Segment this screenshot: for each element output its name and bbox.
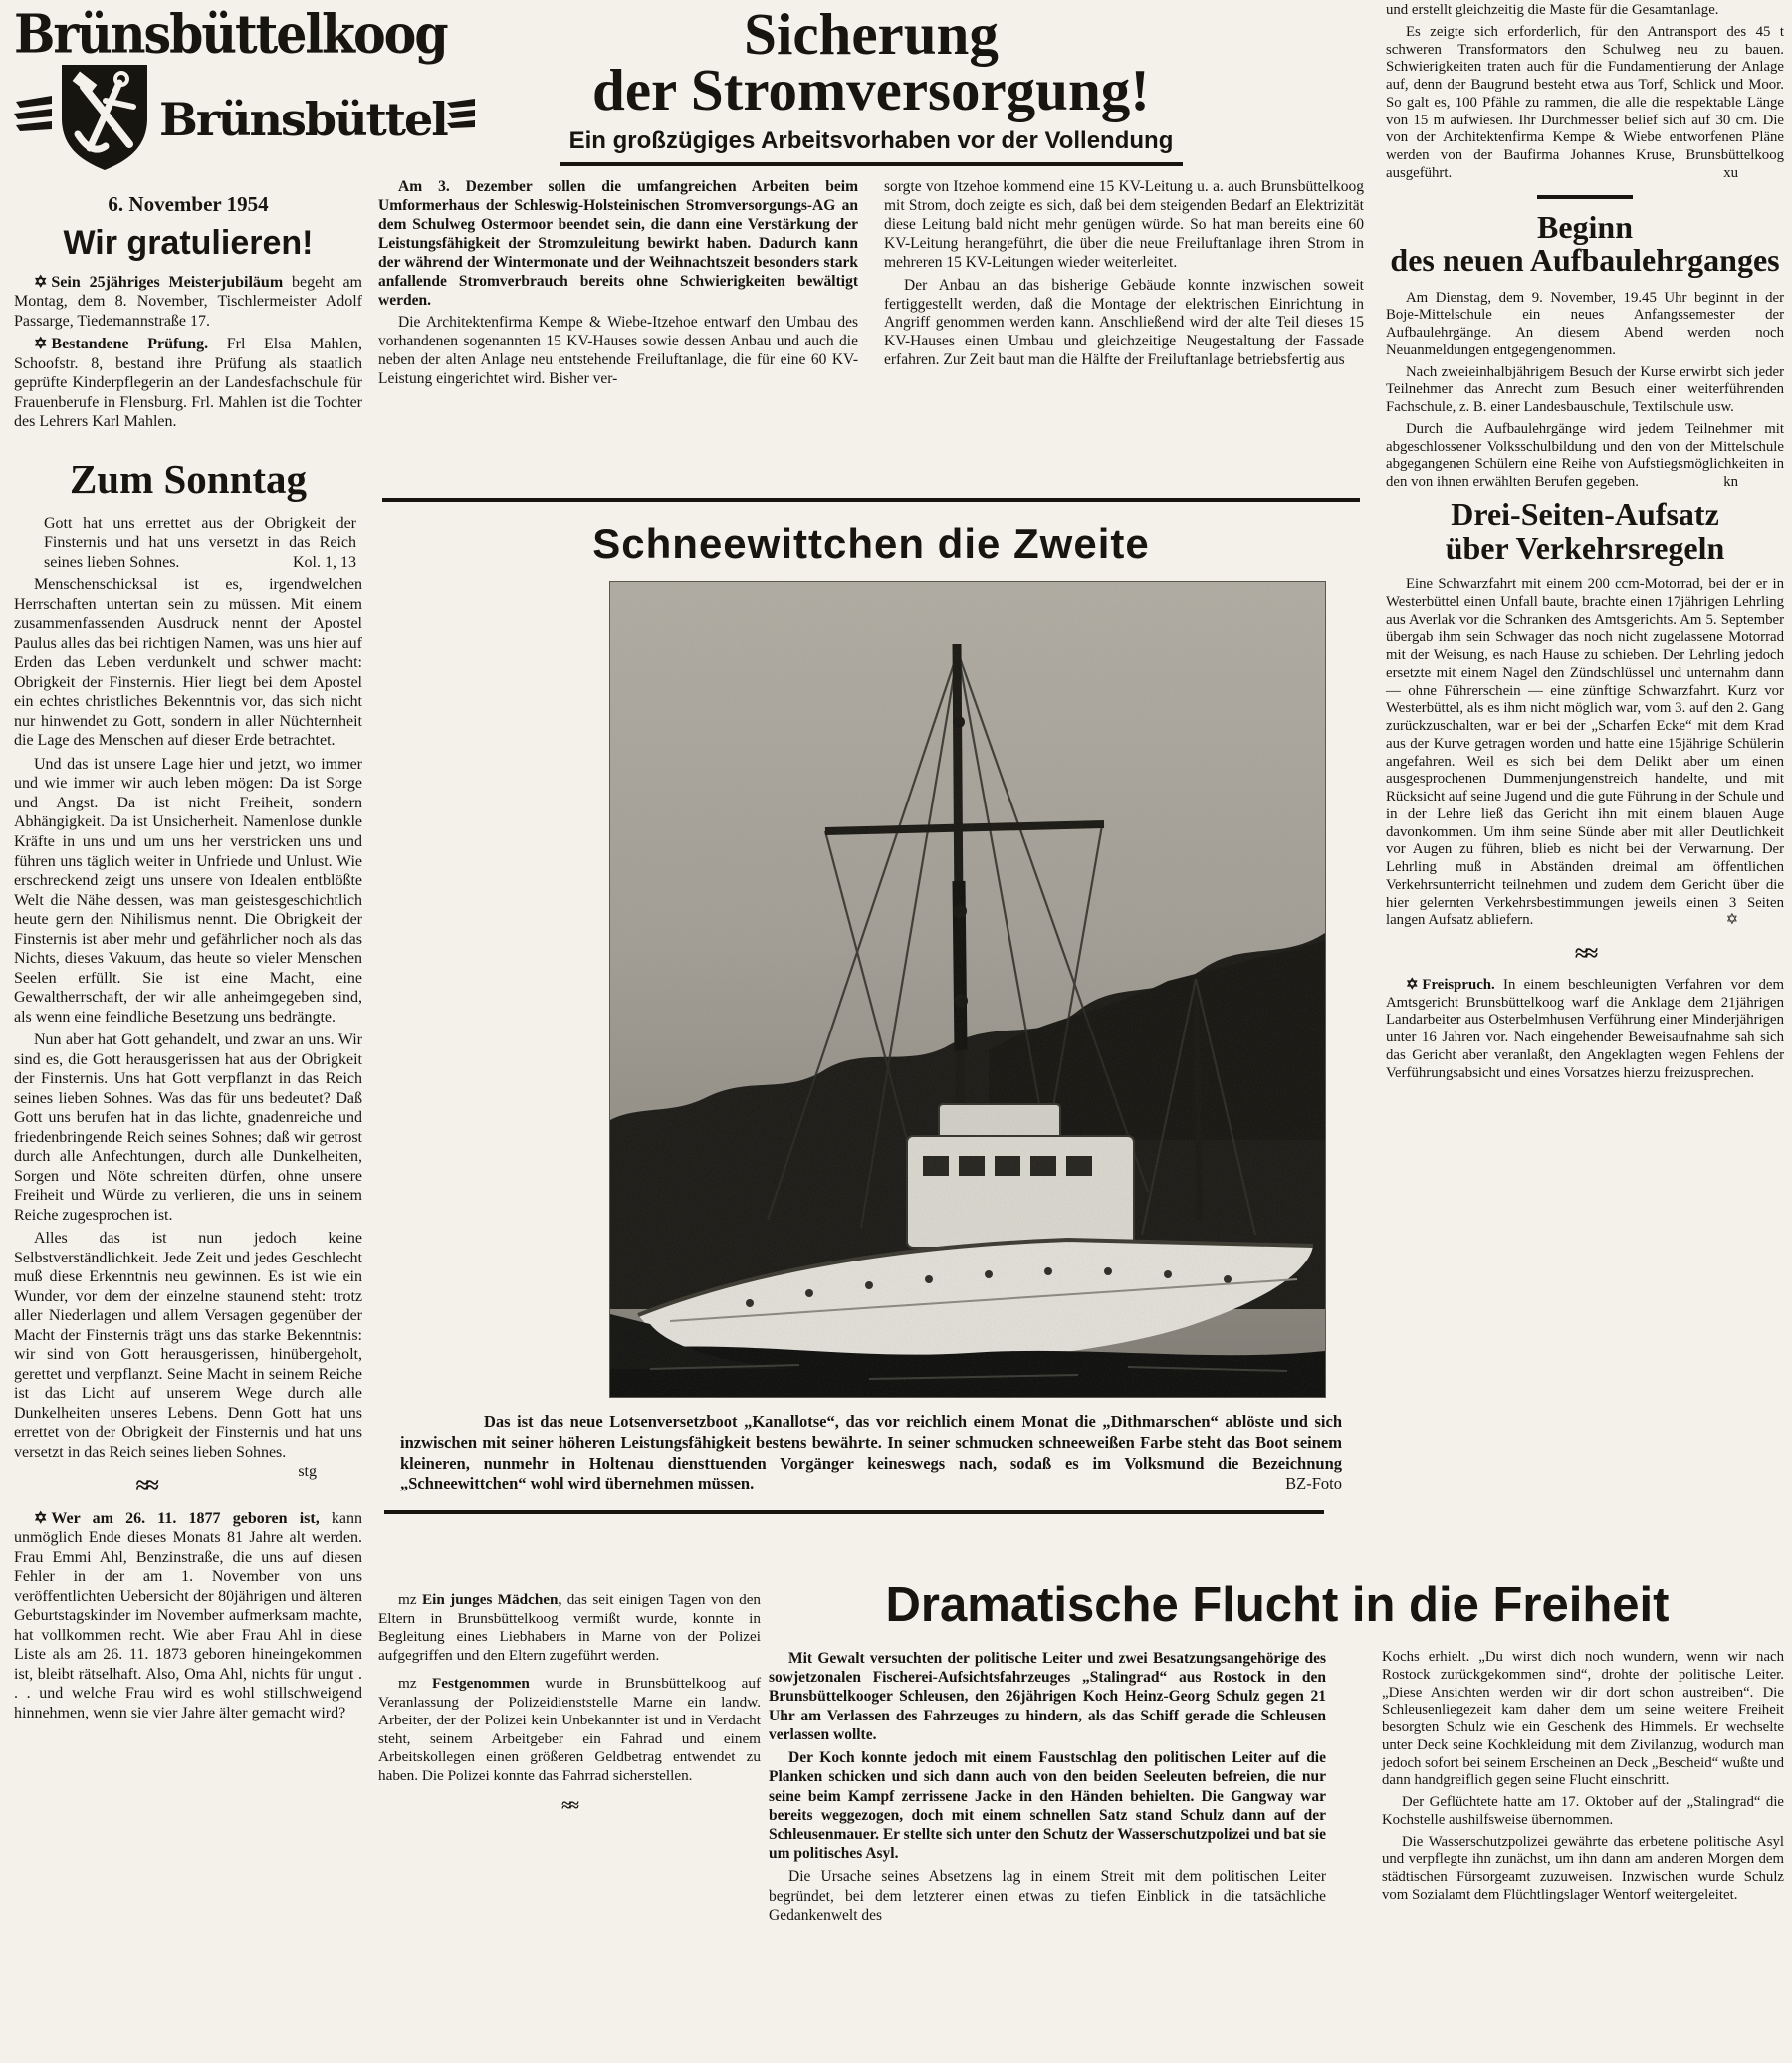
divider-rule — [382, 498, 1360, 502]
news-item — [378, 1675, 761, 1785]
main-article-continuation — [1386, 2, 1784, 183]
headline-line1: Beginn — [1536, 208, 1634, 245]
paragraph-text: Alles das ist nun jedoch keine Selbstverständlichkeit. Jede Zeit und jedes Geschlecht muß diese Erkenntnis neu gewinnen. Es ist wie ein Wunder, vor dem der einzelne staunend steht: trotz aller Niederlagen und allem Versagen gegenüber der Macht der Finsternis trägt uns das starke Bekenntnis: wir sind von Gott herausgerissen, hinübergeholt, gerettet und verpflanzt. Seine Macht in seinem Reiche ist das Licht auf unserem Wege durch alle Dunkelheiten unseres Lebens. Denn Gott hat uns errettet von der Obrigkeit der Finsternis und hat uns versetzt in das Reich seines lieben Sohnes. — [14, 1230, 362, 1461]
flucht-article — [769, 1577, 1786, 1929]
paragraph-text: Es zeigte sich erforderlich, für den Antransport des 45 t schweren Transformators den Schulweg neu zu bauen. Schwierigkeiten traten auch für die Fundamentierung der Anlage auf, denn der Baugrund besteht etwa aus Torf, Schlick und Moor. So galt es, 100 Pfähle zu rammen, die alle die respektable Länge von 15 m aufwiesen. Ihr Durchmesser belief sich auf 30 cm. Die von der Architektenfirma Kempe & Wiebe entworfenen Pläne werden von der Baufirma Johannes Kruse, Brunsbüttelkoog ausgeführt. — [1386, 23, 1784, 181]
left-column — [14, 2, 447, 1726]
section-gratulieren — [14, 223, 362, 432]
section-freispruch — [1386, 977, 1784, 1083]
caption-body: Das ist das neue Lotsenversetzboot „Kanallotse“, das vor reichlich einem Monat die „Dithmarschen“ ablöste und sich inzwischen mit seiner höheren Leistungsfähigkeit bestens bewährte. In seiner schmucken schneeweißen Farbe steht das Boot seinem kleineren, nunmehr in Holtenau diensttuenden Vorgänger keineswegs nach, sodaß es im Volksmund die Bezeichnung „Schneewittchen“ wohl wird übernehmen müssen. — [400, 1412, 1342, 1493]
body-paragraph: Nun aber hat Gott gehandelt, und zwar an uns. Wir sind es, die Gott herausgerissen hat aus der Obrigkeit der Finsternis. Uns hat Gott verpflanzt in das Reich seines lieben Sohnes. Was das für uns bedeutet? Daß Gott uns berufen hat in das lichte, gnadenreiche und friedenbringende Reich seines Sohnes; daß wir getrost durch alle Anfechtungen, durch alle Dunkelheiten, Sorgen und Nöte schreiten dürfen, ohne unsere Freiheit und Würde zu verlieren, die uns in seinem Reiche zugesprochen ist. — [14, 1032, 362, 1224]
headline-line2: der Stromversorgung! — [592, 57, 1150, 123]
body-paragraph: sorgte von Itzehoe kommend eine 15 KV-Leitung u. a. auch Brunsbüttelkoog mit Strom, doch zeigte es sich, daß bei dem steigenden Bedarf an Elektrizität diese Leitung bald nicht mehr genügen würde. So hat man bereits eine 60 KV-Leitung herangeführt, die über die neue Freiluftanlage ihren Strom in mehreren 15 KV-Leitungen wieder weiterleitet. — [884, 178, 1364, 271]
star-icon: ✡ — [34, 1509, 48, 1527]
divider-rule — [1537, 195, 1633, 199]
body-paragraph — [1386, 576, 1784, 930]
paragraph-text: Durch die Aufbaulehrgänge wird jedem Teilnehmer mit abgeschlossener Volksschulbildung und den von der Mittelschule abgegangenen Schülern eine Reihe von Aufstiegsmöglichkeiten in den von ihnen erwählten Berufen gegeben. — [1386, 420, 1784, 491]
item-text: Frl Elsa Mahlen, Schoofstr. 8, bestand ihre Prüfung als staatlich geprüfte Kinderpflegerin an der Landesfachschule für Frauenberufe in Flensburg. Frl. Mahlen ist die Tochter des Lehrers Karl Mahlen. — [14, 336, 362, 431]
lead-paragraph: Mit Gewalt versuchten der politische Leiter und zwei Besatzungsangehörige des sowjetzonalen Fischerei-Aufsichtsfahrzeuges „Stalingrad“ aus Rostock in den Brunsbüttelkooger Schleusen, den 26jährigen Koch Heinz-Georg Schulz gegen 21 Uhr am Verlassen des Fahrzeuges zu hindern, als das Schiff gerade die Schleusen verlassen wollte. — [769, 1650, 1326, 1743]
body-paragraph: Menschenschicksal ist es, irgendwelchen Herrschaften untertan sein zu müssen. Mit einem zusammenfassenden Ausdruck nennt der Apostel Paulus alles das bei richtigen Namen, was uns hier auf Erden das Leben verdunkelt und schwer macht: Obrigkeit der Finsternis. Hier liegt bei dem Apostel ein echtes christliches Bekenntnis vor, das sich nicht nur hinwendet zu Gott, sondern in aller Nüchternheit die Lage des Menschen auf dieser Erde betrachtet. — [14, 576, 362, 750]
item-lead: Festgenommen — [432, 1675, 530, 1693]
news-item — [14, 273, 362, 332]
section-verkehrsregeln — [1386, 495, 1784, 969]
item-text: wurde in Brunsbüttelkoog auf Veranlassung der Polizeidienststelle Marne ein landw. Arbeiter, der der Polizei kein Unbekannter ist und in Verdacht steht, seinem Arbeitgeber ein Fahrad und einem Arbeitskollegen einen größeren Geldbetrag entwendet zu haben. Die Polizei konnte das Fahrrad sicherstellen. — [378, 1675, 761, 1784]
body-paragraph — [1386, 24, 1784, 183]
coat-of-arms-icon — [54, 61, 155, 178]
headline-line1: Sicherung — [744, 1, 999, 67]
zum-sonntag-headline: Zum Sonntag — [69, 455, 308, 502]
body-paragraph — [14, 1229, 362, 1481]
headline-line1: Drei-Seiten-Aufsatz — [1451, 495, 1719, 532]
item-lead: Freispruch. — [1422, 976, 1495, 993]
flourish-left-icon — [14, 94, 54, 145]
wave-ornament-icon: ≈≈ — [135, 1473, 156, 1499]
subheadline-text: Ein großzügiges Arbeitsvorhaben vor der Vollendung — [560, 127, 1184, 166]
kanallotse-boat-photo — [609, 581, 1326, 1398]
wave-ornament-icon: ≈≈ — [1574, 941, 1596, 968]
masthead-title-line1: Brünsbüttelkoog — [14, 2, 447, 66]
star-icon: ✡ — [1406, 976, 1419, 993]
item-prefix: mz — [398, 1591, 417, 1608]
item-text: begeht am Montag, dem 8. November, Tischlermeister Adolf Passarge, Tiedemannstraße 17. — [14, 273, 363, 330]
body-paragraph: Am Dienstag, dem 9. November, 19.45 Uhr beginnt in der Boje-Mittelschule ein neues Anfangssemester der Aufbaulehrgänge. An diesem Abend werden noch Neuanmeldungen entgegengenommen. — [1386, 289, 1784, 358]
caption-text — [400, 1412, 1342, 1494]
verse-citation: Kol. 1, 13 — [293, 553, 356, 571]
lead-paragraph: Am 3. Dezember sollen die umfangreichen Arbeiten beim Umformerhaus der Schleswig-Holsteinischen Stromversorgungs-AG an dem Schulweg Ostermoor beendet sein, die dann eine Verstärkung der Leistungsfähigkeit der Stromzuleitung bewirkt haben. Dadurch kann der während der Wintermonate und der Weihnachtszeit besonders stark anfallende Stromverbrauch bereits ohne Schwierigkeiten bewältigt werden. — [378, 178, 858, 309]
aufbaulehrgang-headline — [1386, 208, 1784, 279]
body-paragraph: Die Architektenfirma Kempe & Wiebe-Itzehoe entwarf den Umbau des vorhandenen sogenannten 15 KV-Hauses sowie dessen Anbau und auch die neben der alten Anlage neu entstehende Freiluftanlage, die für eine 60 KV-Leistung eingerichtet wird. Bisher ver- — [378, 314, 858, 388]
section-wer-geboren — [14, 1509, 362, 1723]
body-paragraph: und erstellt gleichzeitig die Maste für die Gesamtanlage. — [1386, 2, 1719, 18]
verse-text: Gott hat uns errettet aus der Obrigkeit der Finsternis und hat uns versetzt in das Reich seines lieben Sohnes. — [44, 514, 356, 571]
main-headline — [378, 1, 1364, 123]
photo-caption — [400, 1412, 1342, 1494]
lead-paragraph: Der Koch konnte jedoch mit einem Faustschlag den politischen Leiter auf die Planken schicken und sich dann auch von den beiden Seeleuten befreien, die nur seine beim Kampf zerrissene Jacke in den Händen behielten. Die Gangway war bereits weggezogen, doch mit einem schnellen Satz stand Schulz dann auf der Schleusenmauer. Er stellte sich unter den Schutz der Wasserschutzpolizei und bat sie um politisches Asyl. — [769, 1749, 1326, 1863]
subheadline — [378, 127, 1364, 166]
item-lead: Bestandene Prüfung. — [51, 336, 209, 353]
body-paragraph: Der Anbau an das bisherige Gebäude konnte inzwischen soweit fertiggestellt werden, daß die Montage der elektrischen Einrichtung in Angriff genommen werden kann. Anschließend wird der alte Teil dieses 15 KV-Hauses einen Umbau und gleichzeitige Neugestaltung der Fassade erfahren. Zur Zeit baut man die Hälfte der Freiluftanlage betriebsfertig aus — [884, 276, 1364, 369]
paragraph-text: Eine Schwarzfahrt mit einem 200 ccm-Motorrad, bei der er in Westerbüttel einen Unfall baute, brachte einen 17jährigen Lehrling aus Averlak vor die Schranken des Amtsgerichts. Am 5. September übergab ihm sein Schwager das noch nicht zugelassene Motorrad mit der Weisung, es nach Hause zu schieben. Der Lehrling jedoch ersetzte mit einem Nagel den Zündschlüssel und unternahm dann — ohne Führerschein — eine zünftige Schwarzfahrt. Kurz vor Westerbüttel, als es ihm nicht möglich war, vom 3. auf den 2. Gang zurückzuschalten, war er bei der „Scharfen Ecke“ mit dem Krad aus der Kurve getragen worden und hatte eine 15jährige Schülerin angefahren. Weil es sich bei dem Delikt aber um einen ausgesprochenen Dummenjungenstreich handelte, und mit Rücksicht auf seine Jugend und die gute Führung in der Schule und in der Lehre ließ das Gericht ihn mit einem blauen Auge davonkommen. Um ihm seine Sünde aber mit aller Deutlichkeit vor Augen zu führen, blieb es nicht bei der Verwarnung. Der Lehrling muß in Abständen dreimal am öffentlichen Verkehrsunterricht teilnehmen und zudem dem Gericht über die hier gelernten Verkehrsbestimmungen jeweils einen 3 Seiten langen Aufsatz abliefern. — [1386, 576, 1784, 929]
right-column — [1386, 2, 1784, 1086]
star-icon: ✡ — [34, 273, 48, 291]
gratulieren-headline: Wir gratulieren! — [63, 224, 314, 263]
headline-line2: über Verkehrsregeln — [1445, 529, 1725, 566]
body-paragraph: Und das ist unsere Lage hier und jetzt, wo immer und wie immer wir auch leben mögen: Da ist Sorge und Angst. Da ist nicht Freiheit, sondern Abhängigkeit. Da ist Unsicherheit. Namenlose dunkle Kräfte in uns und um uns her verstricken uns und führen uns täglich weiter in Unfriede und Unlust. Wie erschreckend zeigt uns unsere von Idealen entblößte Welt die Nähe dessen, was man geistesgeschichtlich heute gern den Nihilismus nennt. Die Obrigkeit der Finsternis ist aber mehr und gefährlicher noch als das Nichts, dieses Vakuum, das heute so vieler Menschen Seelen erfüllt. Sie ist eine Macht, eine Gewaltherrschaft, der wir alle anheimgegeben sind, als wenn eine feindliche Besetzung uns bedrängte. — [14, 755, 362, 1026]
body-paragraph: Der Geflüchtete hatte am 17. Oktober auf der „Stalingrad“ die Kochstelle aushilfsweise übernommen. — [1382, 1794, 1784, 1828]
headline-line2: des neuen Aufbaulehrganges — [1390, 242, 1780, 279]
body-paragraph: Nach zweieinhalbjährigem Besuch der Kurse erwirbt sich jeder Teilnehmer das Anrecht zum Besuch einer weiterführenden Fachschule, z. B. einer Landesbauschule, Textilschule usw. — [1386, 363, 1784, 416]
item-lead: Ein junges Mädchen, — [421, 1591, 562, 1608]
item-text: kann unmöglich Ende dieses Monats 81 Jahre alt werden. Frau Emmi Ahl, Benzinstraße, die uns auf diesen Fehler in der am 1. November von uns veröffentlichten Uebersicht der 80jährigen und älteren Geburtstagskinder im November aufmerksam machte, hat vollkommen recht. Wie aber Frau Ahl in diese Liste als am 26. 11. 1873 geboren hineingekommen ist, bleibt rätselhaft. Also, Oma Ahl, nichts für ungut . . . und welche Frau wird es wohl stillschweigend hinnehmen, wenn sie vier Jahre älter gemacht wird? — [14, 1509, 362, 1721]
section-aufbaulehrgang — [1386, 208, 1784, 492]
news-item — [14, 335, 362, 432]
author-initials: xu — [1723, 164, 1738, 181]
article-column-1 — [378, 178, 858, 393]
issue-date: 6. November 1954 — [108, 191, 269, 216]
end-star-icon: ✡ — [1725, 912, 1738, 929]
wave-ornament-icon: ≈≈ — [561, 1795, 577, 1816]
item-prefix: mz — [398, 1675, 417, 1693]
verkehrsregeln-headline — [1386, 495, 1784, 566]
star-icon: ✡ — [34, 336, 48, 353]
divider-rule — [384, 1510, 1324, 1514]
item-lead: Sein 25jähriges Meisterjubiläum — [51, 273, 284, 291]
item-text: In einem beschleunigten Verfahren vor dem Amtsgericht Brunsbüttelkoog warf die Anklage dem 21jährigen Landarbeiter aus Osterbelmhusen Verführung einer Minderjährigen unter 16 Jahren vor. Nach eingehender Beweisaufnahme sah sich das Gericht aber veranlaßt, den Angeklagten wegen Fehlens der Verführungsabsicht und eines Vorsatzes hierzu freizusprechen. — [1386, 976, 1784, 1081]
author-initials: kn — [1723, 474, 1738, 491]
police-notes-column — [378, 1591, 761, 1817]
flucht-headline: Dramatische Flucht in die Freiheit — [885, 1578, 1670, 1632]
news-item — [378, 1591, 761, 1665]
body-paragraph: Die Ursache seines Absetzens lag in einem Streit mit dem politischen Leiter begründet, bei dem letzterer einen etwas zu tiefen Einblick in die tatsächliche Gedankenwelt des — [769, 1868, 1326, 1924]
feature-headline: Schneewittchen die Zweite — [592, 520, 1150, 567]
photo-feature — [378, 498, 1364, 1514]
section-zum-sonntag — [14, 454, 362, 1501]
article-column-2 — [884, 178, 1364, 393]
masthead — [14, 2, 447, 178]
body-paragraph: Die Wasserschutzpolizei gewährte das erbetene politische Asyl und verpflegte ihn zunächst, um ihn dann am anderen Morgen dem städtischen Fürsorgeamt zuzuweisen. Inzwischen wurde Schulz vom Sozialamt dem Flüchtlingslager Wentorf weitergeleitet. — [1382, 1833, 1784, 1903]
body-paragraph — [1386, 421, 1784, 492]
item-lead: Wer am 26. 11. 1877 geboren ist, — [51, 1509, 320, 1527]
body-paragraph: Kochs erhielt. „Du wirst dich noch wundern, wenn wir nach Rostock zurückgekommen sind“, drohte der politische Leiter. „Diese Ansichten werden wir dir dort schon austreiben“. Die Schleusenliegezeit kam daher dem um seine weitere Freiheit besorgten Schulz wie ein Geschenk des Himmels. Er wechselte unter Deck seine Kochkleidung mit dem Zivilanzug, wodurch man jedoch sofort bei seinem Erscheinen an Deck „Bescheid“ wußte und dann handgreiflich gegen seine Flucht einschritt. — [1382, 1649, 1784, 1789]
item-text: das seit einigen Tagen von den Eltern in Brunsbüttelkoog vermißt wurde, konnte in Begleitung eines Liebhabers in Marne von der Polizei aufgegriffen und den Eltern zugeführt werden. — [378, 1591, 762, 1664]
main-article — [378, 1, 1364, 393]
flucht-column-1 — [769, 1649, 1326, 1929]
news-item — [1386, 977, 1784, 1083]
author-initials: stg — [298, 1463, 317, 1481]
flucht-column-2 — [1382, 1649, 1784, 1929]
news-item — [14, 1509, 362, 1723]
bible-verse — [44, 514, 356, 573]
photo-credit: BZ-Foto — [1285, 1474, 1342, 1493]
masthead-title-line2: Brünsbüttel — [159, 92, 447, 146]
